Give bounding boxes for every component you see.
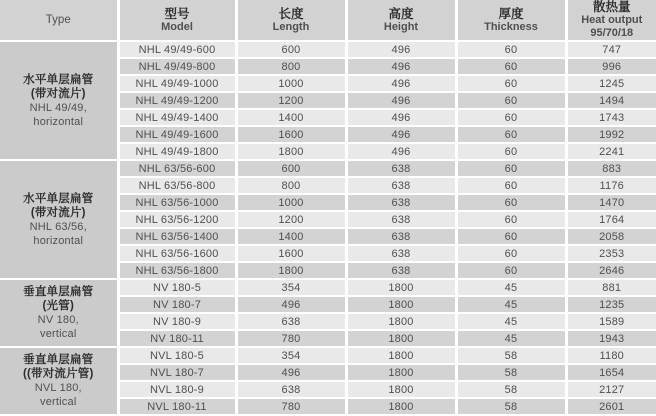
cell-model: NVL 180-9 <box>118 381 236 398</box>
header-thickness-zh: 厚度 <box>498 6 524 21</box>
header-height <box>346 0 456 41</box>
header-length-zh: 长度 <box>278 6 304 21</box>
type-line: NHL 49/49, <box>29 101 87 114</box>
type-line: 垂直单层扁管 <box>23 286 94 298</box>
cell-model: NHL 49/49-800 <box>118 58 236 75</box>
cell-model: NV 180-11 <box>118 330 236 347</box>
header-model-zh: 型号 <box>164 6 190 21</box>
cell-thickness: 60 <box>456 41 566 58</box>
cell-length: 1200 <box>236 92 346 109</box>
cell-model: NHL 49/49-600 <box>118 41 236 58</box>
cell-heat_output: 1589 <box>566 313 656 330</box>
cell-height: 1800 <box>346 279 456 296</box>
header-heat-output <box>566 0 656 41</box>
cell-height: 496 <box>346 58 456 75</box>
cell-model: NHL 63/56-600 <box>118 160 236 177</box>
spec-row <box>0 41 656 58</box>
cell-height: 638 <box>346 228 456 245</box>
header-heat-output-zh: 散热量 <box>592 0 631 14</box>
type-cell <box>0 160 118 279</box>
cell-heat_output: 2601 <box>566 398 656 415</box>
cell-thickness: 60 <box>456 194 566 211</box>
cell-model: NVL 180-5 <box>118 347 236 364</box>
cell-thickness: 60 <box>456 58 566 75</box>
cell-height: 638 <box>346 211 456 228</box>
cell-model: NV 180-9 <box>118 313 236 330</box>
header-length-en: Length <box>272 20 310 33</box>
cell-model: NHL 63/56-1400 <box>118 228 236 245</box>
cell-thickness: 45 <box>456 296 566 313</box>
cell-model: NV 180-7 <box>118 296 236 313</box>
type-cell <box>0 279 118 347</box>
type-line: ((带对流片管) <box>22 368 94 380</box>
cell-heat_output: 747 <box>566 41 656 58</box>
cell-heat_output: 2127 <box>566 381 656 398</box>
cell-thickness: 58 <box>456 398 566 415</box>
header-heat-output-sub: 95/70/18 <box>590 27 634 39</box>
cell-height: 1800 <box>346 381 456 398</box>
cell-height: 638 <box>346 245 456 262</box>
header-model <box>118 0 236 41</box>
cell-length: 496 <box>236 296 346 313</box>
type-cell <box>0 347 118 415</box>
type-line: vertical <box>40 396 77 408</box>
cell-heat_output: 1743 <box>566 109 656 126</box>
spec-table-header <box>0 0 656 41</box>
header-model-en: Model <box>161 20 193 33</box>
cell-length: 1000 <box>236 75 346 92</box>
cell-height: 638 <box>346 177 456 194</box>
header-row <box>0 0 656 41</box>
cell-heat_output: 883 <box>566 160 656 177</box>
cell-thickness: 60 <box>456 211 566 228</box>
cell-heat_output: 2646 <box>566 262 656 279</box>
cell-height: 496 <box>346 143 456 160</box>
cell-height: 638 <box>346 262 456 279</box>
cell-thickness: 60 <box>456 75 566 92</box>
cell-height: 1800 <box>346 398 456 415</box>
cell-length: 1000 <box>236 194 346 211</box>
cell-length: 1800 <box>236 262 346 279</box>
type-line: NVL 180, <box>34 382 82 394</box>
cell-heat_output: 1180 <box>566 347 656 364</box>
cell-thickness: 58 <box>456 381 566 398</box>
type-line: horizontal <box>33 234 84 247</box>
cell-length: 800 <box>236 58 346 75</box>
cell-length: 354 <box>236 347 346 364</box>
header-heat-output-en: Heat output <box>581 14 643 26</box>
cell-heat_output: 1470 <box>566 194 656 211</box>
spec-table-body <box>0 41 656 415</box>
cell-length: 638 <box>236 381 346 398</box>
cell-heat_output: 1494 <box>566 92 656 109</box>
cell-thickness: 60 <box>456 160 566 177</box>
header-height-zh: 高度 <box>388 6 414 21</box>
cell-model: NHL 49/49-1200 <box>118 92 236 109</box>
cell-model: NHL 63/56-1600 <box>118 245 236 262</box>
header-type <box>0 0 118 41</box>
cell-height: 1800 <box>346 313 456 330</box>
type-line: (带对流片) <box>30 206 86 219</box>
cell-length: 1200 <box>236 211 346 228</box>
cell-model: NVL 180-11 <box>118 398 236 415</box>
header-length <box>236 0 346 41</box>
cell-length: 1800 <box>236 143 346 160</box>
spec-row <box>0 279 656 296</box>
cell-thickness: 60 <box>456 109 566 126</box>
cell-thickness: 60 <box>456 92 566 109</box>
cell-heat_output: 1235 <box>566 296 656 313</box>
cell-thickness: 58 <box>456 364 566 381</box>
cell-length: 780 <box>236 330 346 347</box>
cell-length: 780 <box>236 398 346 415</box>
cell-height: 1800 <box>346 296 456 313</box>
spec-row <box>0 347 656 364</box>
cell-length: 1600 <box>236 126 346 143</box>
cell-thickness: 60 <box>456 228 566 245</box>
type-line: vertical <box>40 328 77 340</box>
cell-height: 496 <box>346 75 456 92</box>
cell-height: 1800 <box>346 364 456 381</box>
cell-heat_output: 996 <box>566 58 656 75</box>
cell-model: NV 180-5 <box>118 279 236 296</box>
cell-heat_output: 1992 <box>566 126 656 143</box>
cell-height: 638 <box>346 160 456 177</box>
cell-model: NHL 49/49-1400 <box>118 109 236 126</box>
type-line: (带对流片) <box>30 87 86 100</box>
cell-height: 1800 <box>346 330 456 347</box>
cell-height: 496 <box>346 126 456 143</box>
cell-height: 496 <box>346 92 456 109</box>
cell-model: NVL 180-7 <box>118 364 236 381</box>
cell-thickness: 45 <box>456 330 566 347</box>
cell-heat_output: 1943 <box>566 330 656 347</box>
type-line: (光管) <box>42 300 74 312</box>
cell-heat_output: 1245 <box>566 75 656 92</box>
header-thickness-en: Thickness <box>484 20 538 33</box>
type-line: 水平单层扁管 <box>23 73 94 86</box>
cell-heat_output: 1654 <box>566 364 656 381</box>
cell-model: NHL 63/56-1200 <box>118 211 236 228</box>
type-line: NHL 63/56, <box>29 220 87 233</box>
cell-length: 496 <box>236 364 346 381</box>
cell-model: NHL 49/49-1600 <box>118 126 236 143</box>
cell-model: NHL 63/56-800 <box>118 177 236 194</box>
cell-heat_output: 2353 <box>566 245 656 262</box>
cell-heat_output: 2058 <box>566 228 656 245</box>
cell-length: 1400 <box>236 228 346 245</box>
cell-model: NHL 63/56-1800 <box>118 262 236 279</box>
cell-height: 496 <box>346 41 456 58</box>
header-type-label: Type <box>45 14 71 26</box>
cell-length: 1400 <box>236 109 346 126</box>
cell-thickness: 45 <box>456 313 566 330</box>
cell-heat_output: 1176 <box>566 177 656 194</box>
type-line: horizontal <box>33 115 84 128</box>
type-line: NV 180, <box>37 314 79 326</box>
cell-thickness: 60 <box>456 143 566 160</box>
cell-model: NHL 49/49-1000 <box>118 75 236 92</box>
cell-length: 638 <box>236 313 346 330</box>
type-line: 水平单层扁管 <box>23 192 94 205</box>
cell-height: 496 <box>346 109 456 126</box>
cell-length: 1600 <box>236 245 346 262</box>
cell-thickness: 60 <box>456 245 566 262</box>
cell-thickness: 58 <box>456 347 566 364</box>
cell-heat_output: 1764 <box>566 211 656 228</box>
cell-height: 1800 <box>346 347 456 364</box>
cell-length: 600 <box>236 41 346 58</box>
header-thickness <box>456 0 566 41</box>
cell-length: 600 <box>236 160 346 177</box>
header-height-en: Height <box>383 20 419 33</box>
type-line: 垂直单层扁管 <box>23 354 94 366</box>
cell-thickness: 60 <box>456 262 566 279</box>
cell-thickness: 60 <box>456 126 566 143</box>
cell-model: NHL 63/56-1000 <box>118 194 236 211</box>
cell-heat_output: 2241 <box>566 143 656 160</box>
cell-length: 800 <box>236 177 346 194</box>
type-cell <box>0 41 118 160</box>
spec-row <box>0 160 656 177</box>
cell-model: NHL 49/49-1800 <box>118 143 236 160</box>
cell-length: 354 <box>236 279 346 296</box>
cell-thickness: 60 <box>456 177 566 194</box>
cell-heat_output: 881 <box>566 279 656 296</box>
cell-height: 638 <box>346 194 456 211</box>
cell-thickness: 45 <box>456 279 566 296</box>
